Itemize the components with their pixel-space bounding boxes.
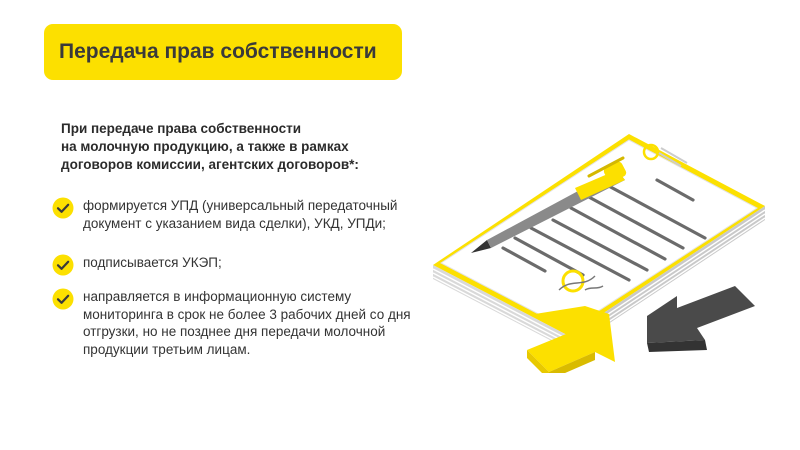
- bullet-line: отгрузки, но не позднее дня передачи молочной: [83, 324, 386, 339]
- bullet-line: направляется в информационную систему: [83, 289, 352, 304]
- yellow-arrow-icon: [527, 306, 615, 373]
- dark-arrow-icon: [647, 286, 755, 352]
- page-title: Передача прав собственности: [59, 40, 377, 63]
- bullet-line: продукции третьим лицам.: [83, 341, 251, 357]
- intro-line: договоров комиссии, агентских договоров*:: [61, 157, 359, 172]
- check-icon: [52, 197, 74, 219]
- bullet-line: документ с указанием вида сделки), УКД, УПДи;: [83, 215, 386, 231]
- intro-line: При передаче права собственности: [61, 121, 302, 136]
- bullet-line: мониторинга в срок не более 3 рабочих дней со дня: [83, 306, 411, 322]
- document-transfer-illustration: [425, 118, 770, 373]
- bullet-line: формируется УПД (универсальный передаточный: [83, 198, 398, 213]
- bullet-line: подписывается УКЭП;: [83, 255, 222, 270]
- bullet-text: [83, 197, 453, 232]
- title-banner: [44, 24, 402, 80]
- intro-text: [61, 120, 441, 174]
- bullet-text: [83, 254, 453, 272]
- bullet-text: [83, 288, 453, 358]
- check-icon: [52, 254, 74, 276]
- check-icon: [52, 288, 74, 310]
- intro-line: на молочную продукцию, а также в рамках: [61, 139, 349, 154]
